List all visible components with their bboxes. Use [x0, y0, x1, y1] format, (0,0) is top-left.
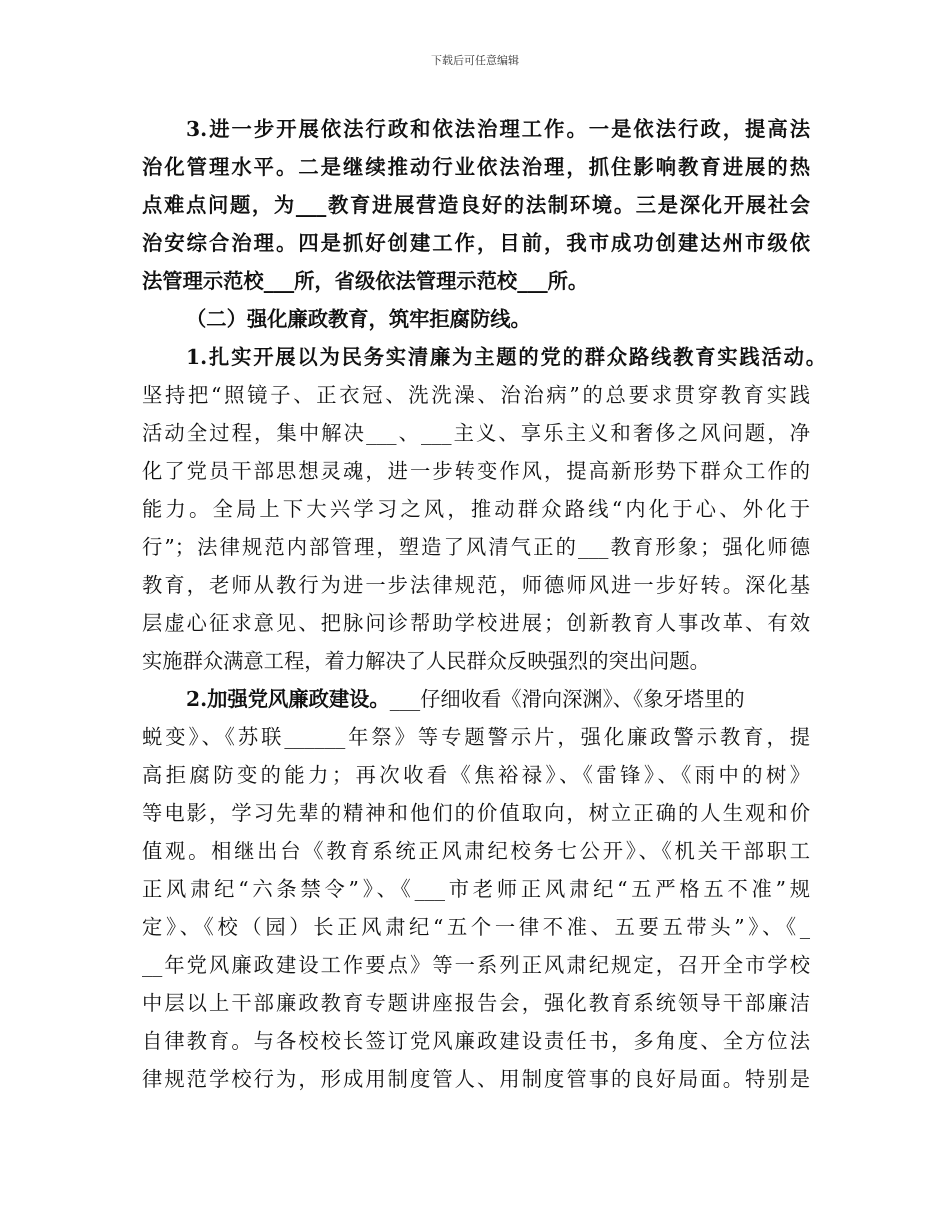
- section-heading-2: （二）强化廉政教育，筑牢拒腐防线。: [186, 307, 531, 331]
- item-1-line-6: 行”；法律规范内部管理，塑造了风清气正的___教育形象；强化师德: [142, 535, 810, 559]
- item-2-line-6: 正风肃纪“六条禁令”》、《___市老师正风肃纪“五严格五不准”规: [142, 877, 810, 901]
- item-2-heading: 2.加强党风廉政建设。: [186, 687, 390, 711]
- item-2-line-8: __年党风廉政建设工作要点》等一系列正风肃纪规定，召开全市学校: [142, 953, 810, 977]
- item-2-line-7: 定》、《校（园）长正风肃纪“五个一律不准、五要五带头”》、《_: [142, 915, 810, 939]
- page-header-note: 下载后可任意编辑: [431, 54, 519, 67]
- item-1-line-7: 教育，老师从教行为进一步法律规范，师德师风进一步好转。深化基: [142, 573, 810, 597]
- item-2-line-4: 等电影，学习先辈的精神和他们的价值取向，树立正确的人生观和价: [142, 801, 810, 825]
- item-1-line-8: 层虚心征求意见、把脉问诊帮助学校进展；创新教育人事改革、有效: [142, 611, 810, 635]
- item-1-line-9: 实施群众满意工程，着力解决了人民群众反映强烈的突出问题。: [142, 649, 710, 673]
- item-2-line-2: 蜕变》、《苏联______年祭》等专题警示片，强化廉政警示教育，提: [142, 725, 810, 749]
- item-2-line-9: 中层以上干部廉政教育专题讲座报告会，强化教育系统领导干部廉洁: [142, 991, 810, 1015]
- paragraph-3-line-2: 治化管理水平。二是继续推动行业依法治理，抓住影响教育进展的热: [142, 155, 810, 179]
- item-1-line-2: 坚持把“照镜子、正衣冠、洗洗澡、治治病”的总要求贯穿教育实践: [142, 383, 810, 407]
- item-2-line-11: 律规范学校行为，形成用制度管人、用制度管事的良好局面。特别是: [142, 1067, 810, 1091]
- item-1-line-5: 能力。全局上下大兴学习之风，推动群众路线“内化于心、外化于: [142, 497, 810, 521]
- item-1-line-4: 化了党员干部思想灵魂，进一步转变作风，提高新形势下群众工作的: [142, 459, 810, 483]
- item-1-line-3: 活动全过程，集中解决___、___主义、享乐主义和奢侈之风问题，净: [142, 421, 810, 445]
- item-2-line-1: [186, 685, 810, 713]
- item-2-line-3: 高拒腐防变的能力；再次收看《焦裕禄》、《雷锋》、《雨中的树》: [142, 763, 810, 787]
- paragraph-3-line-5: 法管理示范校___所，省级依法管理示范校___所。: [142, 269, 589, 293]
- paragraph-3-line-4: 治安综合治理。四是抓好创建工作，目前，我市成功创建达州市级依: [142, 231, 810, 255]
- paragraph-3-line-1: 3.进一步开展依法行政和依法治理工作。一是依法行政，提高法: [186, 117, 810, 141]
- item-2-line-10: 自律教育。与各校校长签订党风廉政建设责任书，多角度、全方位法: [142, 1029, 810, 1053]
- paragraph-3-line-3: 点难点问题，为___教育进展营造良好的法制环境。三是深化开展社会: [142, 193, 810, 217]
- item-1-heading: 1.扎实开展以为民务实清廉为主题的党的群众路线教育实践活动。: [186, 345, 826, 369]
- item-2-line-5: 值观。相继出台《教育系统正风肃纪校务七公开》、《机关干部职工: [142, 839, 810, 863]
- item-2-line-1-text: ___仔细收看《滑向深渊》、《象牙塔里的: [389, 687, 745, 711]
